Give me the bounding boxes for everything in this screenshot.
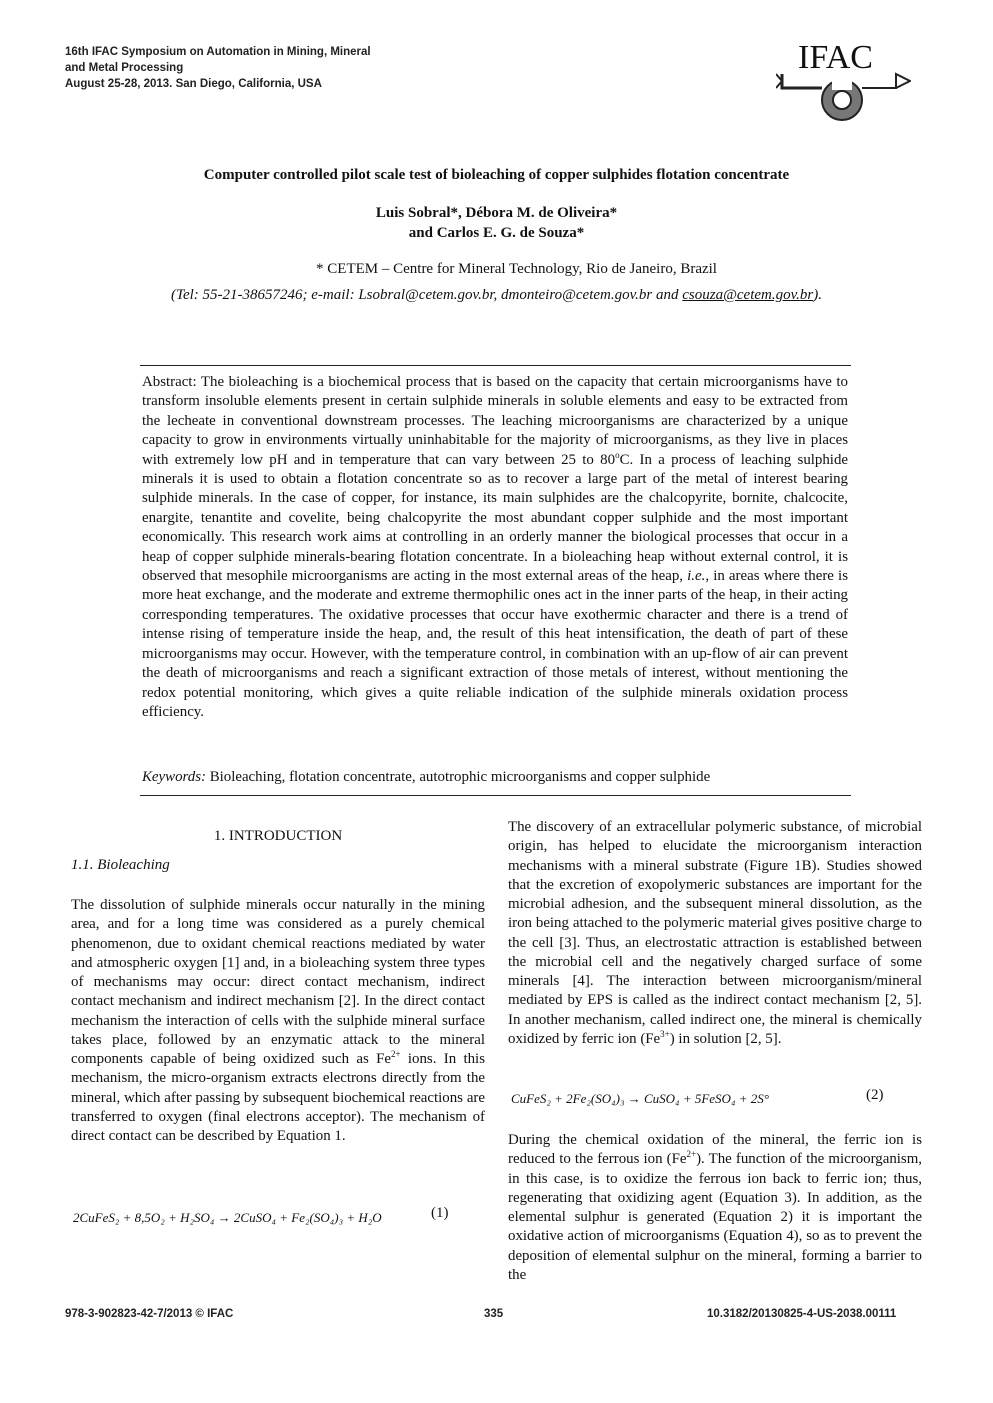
footer-doi: 10.3182/20130825-4-US-2038.00111 — [707, 1308, 897, 1320]
abstract-top-rule — [140, 365, 851, 366]
authors-line-1: Luis Sobral*, Débora M. de Oliveira* — [375, 205, 618, 221]
conference-line-2: and Metal Processing — [65, 62, 184, 74]
abstract-part-2: C. In a process of leaching sulphide minerals it is used to obtain a flotation concentrate so as to recover a large part of the metal of interest bearing sulphide minerals. In the case of copper, for instance, its main sulphides are the chalcopyrite, bornite, chalcocite, enargite, tenantite and covelite, being chalcopyrite the most abundant copper sulphide and the most important economically. This research work aims at controlling in an orderly manner the biological processes that occur in a heap of copper sulphide minerals-bearing flotation concentrate. In a bioleaching heap without external control, it is observed that mesophile microorganisms are acting in the most external areas of the heap, — [142, 451, 848, 585]
contact-info — [60, 287, 933, 304]
abstract-part-1: Abstract: The bioleaching is a biochemical process that is based on the capacity that certain microorganisms have to transform insoluble elements present in certain sulphide minerals in soluble elements and easy to be extracted from the lecheate in conventional downstream processes. The leaching microorganisms are characterized by a unique capacity to grow in environments virtually uninhabitable for the majority of microorganisms, as they live in places with extremely low pH and in temperature that can vary between 25 to 80 — [142, 374, 848, 468]
section-heading-introduction: 1. INTRODUCTION — [213, 828, 343, 844]
degree-symbol: o — [615, 449, 620, 460]
subsection-heading-bioleaching: 1.1. Bioleaching — [71, 857, 170, 873]
author-list — [60, 203, 933, 243]
intro-paragraph-1-a: The dissolution of sulphide minerals occur naturally in the mining area, and for a long time was considered as a purely chemical phenomenon, due to oxidant chemical reactions mediated by water and atmospheric oxygen [1] and, in a bioleaching system three types of mechanisms may occur: direct contact mechanism, indirect contact mechanism and indirect mechanism [2]. In the direct contact mechanism the interaction of cells with the sulphide mineral surface takes place, followed by an enzymatic attack to the mineral components capable of being oxidized such as Fe — [71, 897, 485, 1067]
footer-isbn: 978-3-902823-42-7/2013 © IFAC — [65, 1308, 234, 1320]
intro-paragraph-1-b: ions. In this mechanism, the micro-organism extracts electrons directly from the mineral, which after passing by subsequent biochemical reactions are transferred to oxygen (final electrons acceptor). The mechanism of direct contact can be described by Equation 1. — [71, 1051, 485, 1144]
logo-text: IFAC — [798, 39, 873, 76]
conference-header — [65, 44, 485, 92]
fe2-superscript-right: 2+ — [686, 1149, 697, 1160]
right-paragraph-1 — [508, 818, 922, 1049]
authors-line-2: and Carlos E. G. de Souza* — [408, 225, 585, 241]
keywords — [142, 769, 848, 786]
conference-line-1: 16th IFAC Symposium on Automation in Mining, Mineral — [65, 46, 371, 58]
equation-1-number: (1) — [431, 1205, 449, 1221]
right-paragraph-2-a: During the chemical oxidation of the mineral, the ferric ion is reduced to the ferrous ion (Fe — [508, 1132, 922, 1168]
ifac-logo-graphic — [776, 38, 911, 126]
contact-suffix: ). — [813, 287, 823, 303]
conference-line-3: August 25-28, 2013. San Diego, California, USA — [65, 78, 322, 90]
ifac-logo — [776, 38, 911, 126]
right-paragraph-1-a: The discovery of an extracellular polymeric substance, of microbial origin, has helped to elucidate the microorganism interaction mechanisms with a mineral substrate (Figure 1B). Studies showed that the excretion of exopolymeric substances are important for the microbial adhesion, and the subsequent mineral dissolution, as the iron being attached to the polymeric material gives positive charge to the cell [3]. Thus, an electrostatic attraction is established between the microbial cell and the negatively charged surface of some minerals [4]. The interaction between microorganism/mineral mediated by EPS is called as the indirect contact mechanism [2, 5]. In another mechanism, called indirect one, the mineral is chemically oxidized by ferric ion (Fe — [508, 819, 922, 1047]
paper-title: Computer controlled pilot scale test of bioleaching of copper sulphides flotation concentrate — [203, 167, 790, 183]
right-paragraph-1-b: ) in solution [2, 5]. — [669, 1030, 782, 1047]
footer-page-number: 335 — [484, 1308, 504, 1320]
email-link[interactable]: csouza@cetem.gov.br — [682, 287, 814, 303]
equation-2: CuFeS₂ + 2Fe₂(SO₄)₃ → CuSO₄ + 5FeSO₄ + 2S° — [511, 1091, 769, 1106]
right-paragraph-2-b: ). The function of the microorganism, in this case, is to oxidize the ferrous ion back to ferric ion; thus, regenerating that oxidizing agent (Equation 3). In addition, as the elemental sulphur is generated (Equation 2) it is important the oxidative action of microorganisms (Equation 4), so as to prevent the deposition of elemental sulphur on the mineral, forming a barrier to the — [508, 1151, 923, 1283]
fe2-superscript: 2+ — [391, 1049, 401, 1060]
right-paragraph-2 — [508, 1131, 922, 1285]
keywords-label: Keywords: — [142, 769, 206, 785]
fe3-superscript: 3+ — [660, 1028, 670, 1039]
affiliation: * CETEM – Centre for Mineral Technology, Rio de Janeiro, Brazil — [316, 261, 717, 277]
intro-paragraph-1 — [71, 896, 485, 1146]
abstract — [142, 373, 848, 722]
keywords-text: Bioleaching, flotation concentrate, autotrophic microorganisms and copper sulphide — [205, 769, 711, 785]
abstract-ie: i.e. — [687, 568, 706, 585]
abstract-bottom-rule — [140, 795, 851, 796]
contact-prefix: (Tel: 55-21-38657246; e-mail: Lsobral@cetem.gov.br, dmonteiro@cetem.gov.br and — [170, 287, 683, 303]
equation-2-number: (2) — [866, 1087, 884, 1103]
abstract-part-3: , in areas where there is more heat exchange, and the moderate and extreme thermophilic ones act in the inner parts of the heap, in their acting corresponding temperatures. The oxidative processes that occur have exothermic character and there is a trend of intense rising of temperature inside the heap, and, the result of this heat intensification, the death of part of these microorganisms may occur. However, with the temperature control, in combination with an up-flow of air can prevent the death of microorganisms and reach a significant extraction of those metals of interest, without mentioning the redox potential monitoring, which gives a quite reliable indication of the sulphide minerals oxidation process efficiency. — [142, 568, 848, 720]
equation-1: 2CuFeS₂ + 8,5O₂ + H₂SO₄ → 2CuSO₄ + Fe₂(SO₄)₃ + H₂O — [73, 1210, 382, 1225]
